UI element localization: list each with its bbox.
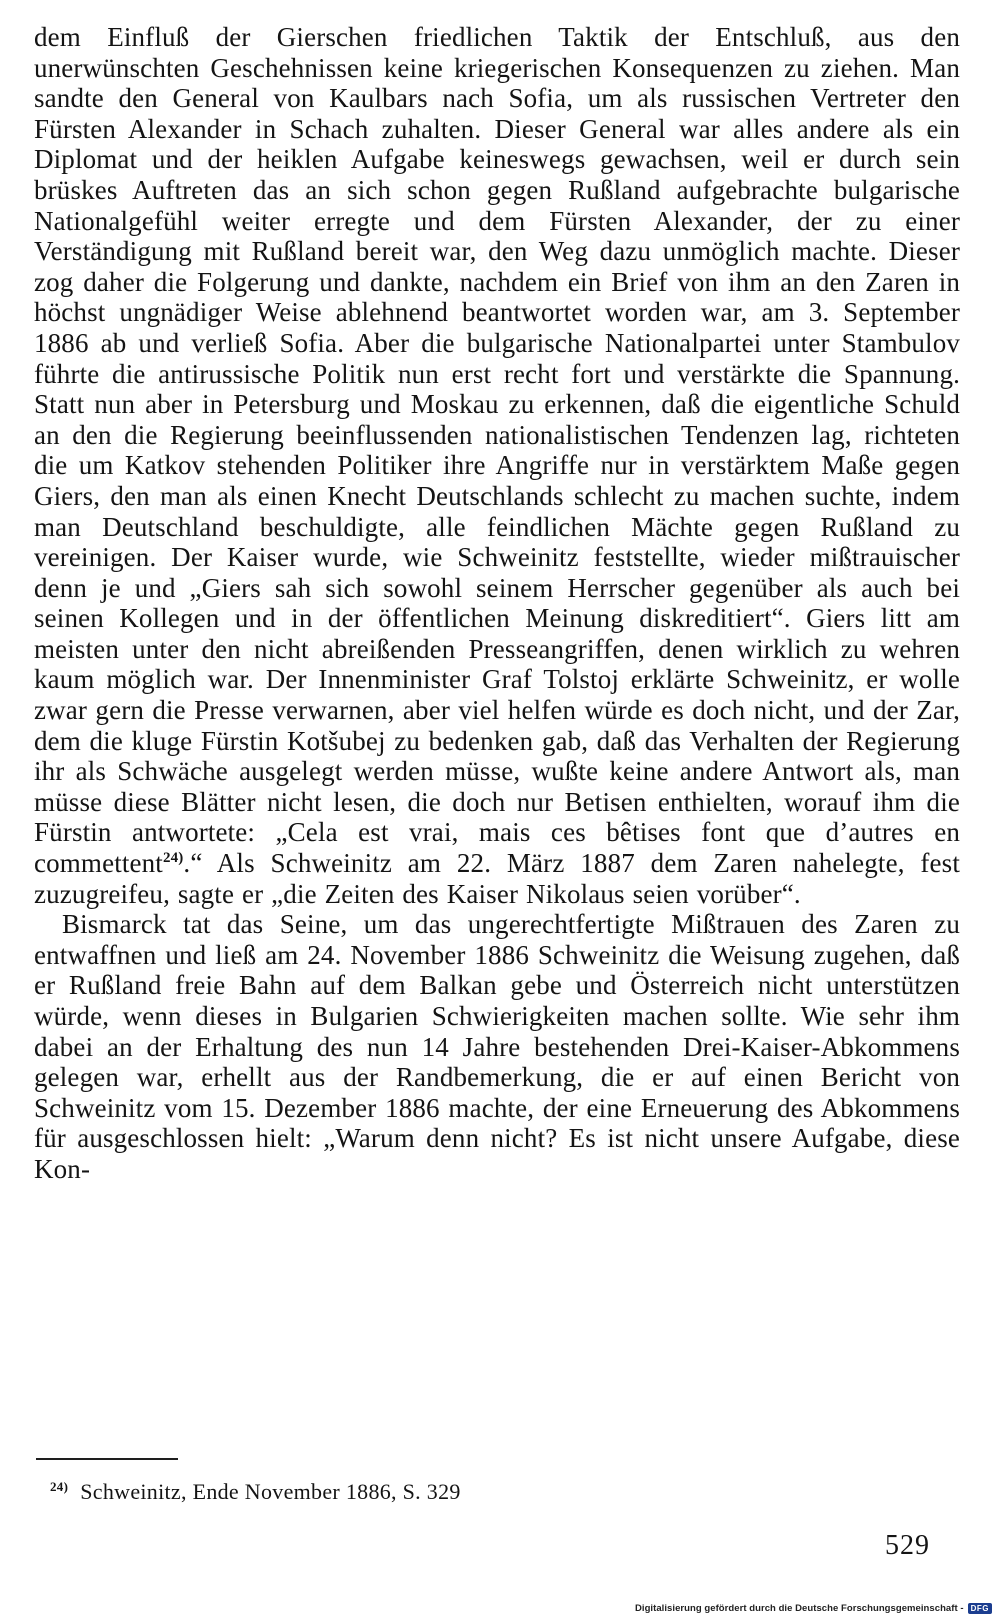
paragraph-1-text-continued: .“ Als Schweinitz am 22. März 1887 dem Zaren nahelegte, fest zuzugreifeu, sagte er „die Zeiten des Kaiser Nikolaus seien vorüber“. (34, 848, 960, 909)
paragraph-1 (34, 22, 960, 909)
footnote-mark: 24) (50, 1479, 69, 1494)
page-number: 529 (885, 1530, 930, 1561)
digitization-notice (635, 1603, 992, 1614)
footnote-divider (36, 1458, 178, 1460)
paragraph-2: Bismarck tat das Seine, um das ungerechtfertigte Mißtrauen des Zaren zu entwaffnen und ließ am 24. November 1886 Schweinitz die Weisung zugehen, daß er Rußland freie Bahn auf dem Balkan gebe und Österreich nicht unterstützen würde, wenn dieses in Bulgarien Schwierigkeiten machen sollte. Wie sehr ihm dabei an der Erhaltung des nun 14 Jahre bestehenden Drei-Kaiser-Abkommens gelegen war, erhellt aus der Randbemerkung, die er auf einen Bericht von Schweinitz vom 15. Dezember 1886 machte, der eine Erneuerung des Abkommens für ausgeschlossen hielt: „Warum denn nicht? Es ist nicht unsere Aufgabe, diese Kon- (34, 909, 960, 1184)
paragraph-1-text: dem Einfluß der Gierschen friedlichen Taktik der Entschluß, aus den unerwünschten Geschehnissen keine kriegerischen Konsequenzen zu ziehen. Man sandte den General von Kaulbars nach Sofia, um als russischen Vertreter den Fürsten Alexander in Schach zuhalten. Dieser General war alles andere als ein Diplomat und der heiklen Aufgabe keineswegs gewachsen, weil er durch sein brüskes Auftreten das an sich schon gegen Rußland aufgebrachte bulgarische Nationalgefühl weiter erregte und dem Fürsten Alexander, der zu einer Verständigung mit Rußland bereit war, den Weg dazu unmöglich machte. Dieser zog daher die Folgerung und dankte, nachdem ein Brief von ihm an den Zaren in höchst ungnädiger Weise ablehnend beantwortet worden war, am 3. September 1886 ab und verließ Sofia. Aber die bulgarische Nationalpartei unter Stambulov führte die antirussische Politik nun erst recht fort und verstärkte die Spannung. Statt nun aber in Petersburg und Moskau zu erkennen, daß die eigentliche Schuld an den die Regierung beeinflussenden nationalistischen Tendenzen lag, richteten die um Katkov stehenden Politiker ihre Angriffe nur in verstärktem Maße gegen Giers, den man als einen Knecht Deutschlands schlecht zu machen suchte, indem man Deutschland beschuldigte, alle feindlichen Mächte gegen Rußland zu vereinigen. Der Kaiser wurde, wie Schweinitz feststellte, wieder mißtrauischer denn je und „Giers sah sich sowohl seinem Herrscher gegenüber als auch bei seinen Kollegen und in der öffentlichen Meinung diskreditiert“. Giers litt am meisten unter den nicht abreißenden Presseangriffen, denen wirklich zu wehren kaum möglich war. Der Innenminister Graf Tolstoj erklärte Schweinitz, er wolle zwar gern die Presse verwarnen, aber viel helfen würde es doch nicht, und der Zar, dem die kluge Fürstin Kotšubej zu bedenken gab, daß das Verhalten der Regierung ihr als Schwäche ausgelegt werden müsse, wußte keine andere Antwort als, man müsse diese Blätter nicht lesen, die doch nur Betisen enthielten, worauf ihm die Fürstin antwortete: „Cela est vrai, mais ces bêtises font que d’autres en commettent (34, 22, 960, 879)
digitization-notice-text: Digitalisierung gefördert durch die Deutsche Forschungsgemeinschaft - (634, 1603, 964, 1614)
footnote-text: Schweinitz, Ende November 1886, S. 329 (80, 1479, 461, 1504)
footnote-reference: 24) (162, 850, 184, 867)
body-text (34, 22, 960, 1185)
footnote (50, 1474, 461, 1505)
dfg-logo: DFG (968, 1603, 992, 1614)
